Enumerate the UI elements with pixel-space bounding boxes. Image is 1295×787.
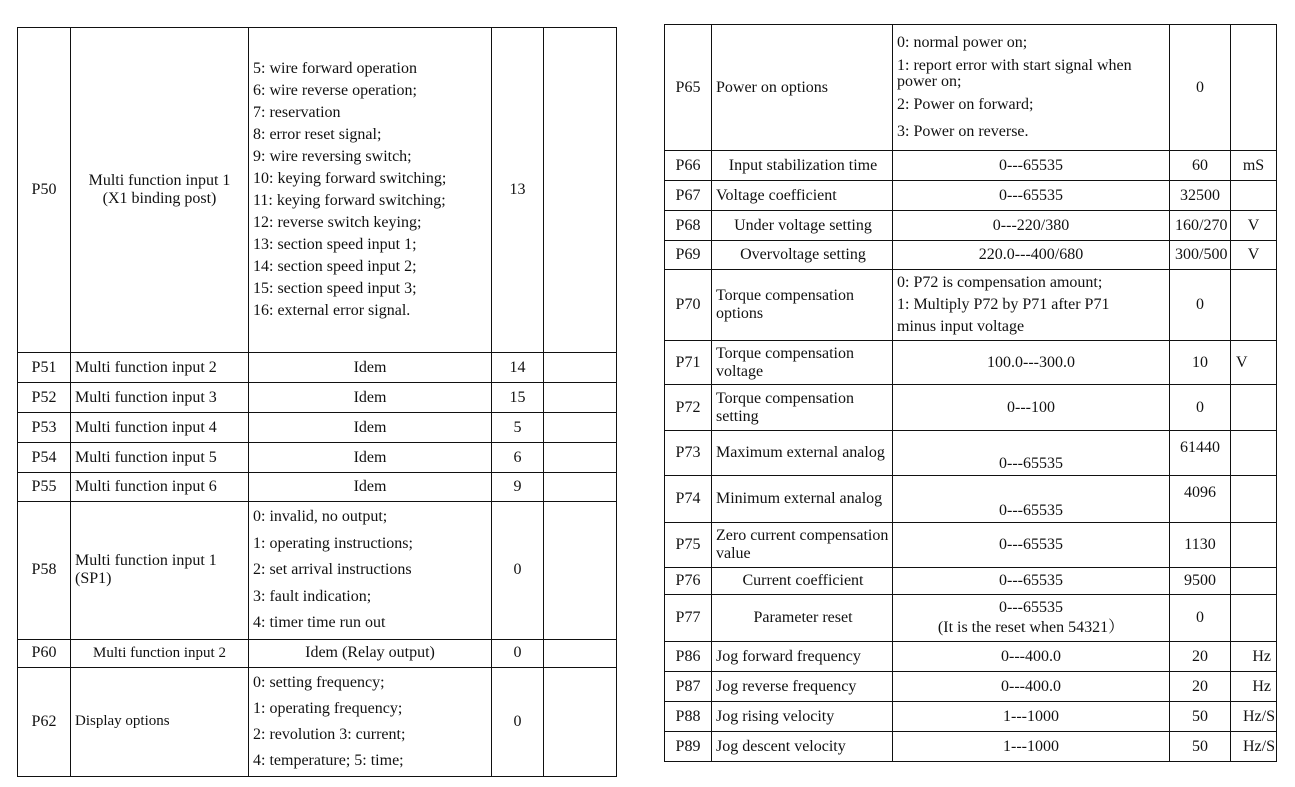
table-row [665, 523, 1277, 568]
param-code: P62 [18, 667, 71, 776]
param-code: P55 [18, 473, 71, 502]
param-name: Torque compensation voltage [712, 341, 893, 385]
param-name: Jog forward frequency [712, 642, 893, 672]
param-code: P77 [665, 595, 712, 642]
table-row [665, 241, 1277, 270]
param-default: 5 [492, 413, 544, 443]
param-unit [544, 502, 617, 640]
param-range: 1---1000 [893, 732, 1170, 762]
param-name: Input stabilization time [712, 151, 893, 181]
param-code: P75 [665, 523, 712, 568]
param-default: 0 [492, 667, 544, 776]
param-default: 9 [492, 473, 544, 502]
param-code: P70 [665, 270, 712, 341]
param-default: 32500 [1170, 181, 1231, 211]
parameter-table-left [17, 27, 617, 777]
param-name: Jog reverse frequency [712, 672, 893, 702]
option-line: 14: section speed input 2; [253, 258, 417, 275]
option-line: 1: operating frequency; [253, 699, 403, 717]
option-line: 0---65535 [999, 599, 1063, 616]
param-unit [1231, 270, 1277, 341]
param-default: 50 [1170, 732, 1231, 762]
param-name: Voltage coefficient [712, 181, 893, 211]
table-row [665, 385, 1277, 431]
param-default: 0 [1170, 595, 1231, 642]
param-range: 0---400.0 [893, 642, 1170, 672]
param-range [893, 595, 1170, 642]
param-default: 0 [1170, 270, 1231, 341]
param-name: Torque compensation setting [712, 385, 893, 431]
param-default: 0 [492, 639, 544, 667]
param-default: 50 [1170, 702, 1231, 732]
option-line: 1: report error with start signal when power on; [897, 57, 1132, 91]
option-line: 2: Power on forward; [897, 96, 1034, 114]
param-code: P65 [665, 25, 712, 151]
table-row [18, 639, 617, 667]
table-row [18, 473, 617, 502]
param-unit: Hz [1231, 642, 1277, 672]
param-range: 0---65535 [893, 476, 1170, 523]
option-line: (It is the reset when 54321） [937, 619, 1125, 636]
table-row [665, 181, 1277, 211]
param-default: 300/500 [1170, 241, 1231, 270]
param-range: 0---400.0 [893, 672, 1170, 702]
param-code: P58 [18, 502, 71, 640]
param-unit: V [1231, 241, 1277, 270]
param-code: P67 [665, 181, 712, 211]
param-name: Jog rising velocity [712, 702, 893, 732]
table-row [665, 476, 1277, 523]
table-row [665, 341, 1277, 385]
param-range: 0---220/380 [893, 211, 1170, 241]
table-row [665, 642, 1277, 672]
option-line: 6: wire reverse operation; [253, 82, 417, 99]
param-range [249, 667, 492, 776]
param-default: 20 [1170, 642, 1231, 672]
param-name: Multi function input 1 (X1 binding post) [71, 28, 249, 353]
param-range [249, 28, 492, 353]
param-default: 20 [1170, 672, 1231, 702]
param-code: P74 [665, 476, 712, 523]
param-range: Idem [249, 473, 492, 502]
param-name: Multi function input 2 [71, 353, 249, 383]
param-unit [544, 443, 617, 473]
option-line: 5: wire forward operation [253, 60, 417, 77]
param-code: P68 [665, 211, 712, 241]
param-name: Multi function input 1 (SP1) [71, 502, 249, 640]
param-default: 1130 [1170, 523, 1231, 568]
option-line: 10: keying forward switching; [253, 170, 447, 187]
table-row [665, 211, 1277, 241]
table-row [18, 443, 617, 473]
param-default: 13 [492, 28, 544, 353]
param-range: 220.0---400/680 [893, 241, 1170, 270]
table-row [665, 270, 1277, 341]
option-line: 12: reverse switch keying; [253, 214, 422, 231]
option-line: 0: setting frequency; [253, 673, 385, 691]
param-name: Power on options [712, 25, 893, 151]
param-code: P89 [665, 732, 712, 762]
option-line: 7: reservation [253, 104, 341, 121]
param-code: P69 [665, 241, 712, 270]
param-unit [1231, 385, 1277, 431]
table-row [18, 413, 617, 443]
table-row [665, 672, 1277, 702]
param-unit: Hz [1231, 672, 1277, 702]
param-range: Idem (Relay output) [249, 639, 492, 667]
option-line: 4: timer time run out [253, 614, 386, 631]
param-code: P76 [665, 568, 712, 595]
table-row [665, 702, 1277, 732]
param-unit [544, 28, 617, 353]
option-line: 2: set arrival instructions [253, 561, 412, 578]
param-range: Idem [249, 413, 492, 443]
table-row [665, 595, 1277, 642]
param-range: 0---65535 [893, 523, 1170, 568]
option-line: 1: operating instructions; [253, 534, 413, 552]
param-name: Multi function input 5 [71, 443, 249, 473]
param-default: 15 [492, 383, 544, 413]
param-range: Idem [249, 383, 492, 413]
option-line: 13: section speed input 1; [253, 236, 417, 253]
param-unit [1231, 523, 1277, 568]
param-code: P54 [18, 443, 71, 473]
table-row [18, 667, 617, 776]
param-default: 10 [1170, 341, 1231, 385]
param-code: P53 [18, 413, 71, 443]
option-line: 4: temperature; 5: time; [253, 751, 404, 769]
param-unit [1231, 568, 1277, 595]
option-line: 0: normal power on; [897, 33, 1028, 51]
param-range: Idem [249, 353, 492, 383]
param-code: P88 [665, 702, 712, 732]
option-line: 0: invalid, no output; [253, 508, 388, 525]
option-line: 3: fault indication; [253, 587, 372, 605]
param-name: Display options [71, 667, 249, 776]
param-unit [544, 383, 617, 413]
param-range: 100.0---300.0 [893, 341, 1170, 385]
param-name: Zero current compensation value [712, 523, 893, 568]
param-unit [544, 639, 617, 667]
option-line: 1: Multiply P72 by P71 after P71 [897, 296, 1110, 313]
param-unit [544, 353, 617, 383]
param-default: 0 [1170, 385, 1231, 431]
param-default: 14 [492, 353, 544, 383]
param-unit [544, 473, 617, 502]
param-unit [1231, 476, 1277, 523]
param-range [893, 270, 1170, 341]
param-code: P87 [665, 672, 712, 702]
param-code: P86 [665, 642, 712, 672]
param-range: 0---65535 [893, 568, 1170, 595]
option-line: 9: wire reversing switch; [253, 148, 412, 165]
param-default: 9500 [1170, 568, 1231, 595]
option-line: 16: external error signal. [253, 302, 411, 319]
option-line: 2: revolution 3: current; [253, 725, 406, 743]
param-unit [1231, 595, 1277, 642]
option-line: 3: Power on reverse. [897, 122, 1029, 140]
param-unit: Hz/S [1231, 732, 1277, 762]
param-unit: V [1231, 211, 1277, 241]
param-code: P51 [18, 353, 71, 383]
param-unit [1231, 181, 1277, 211]
option-line: 0: P72 is compensation amount; [897, 274, 1103, 291]
param-unit [544, 667, 617, 776]
param-range: 0---100 [893, 385, 1170, 431]
param-default: 160/270 [1170, 211, 1231, 241]
table-row [18, 383, 617, 413]
param-code: P71 [665, 341, 712, 385]
param-name: Torque compensation options [712, 270, 893, 341]
param-unit [544, 413, 617, 443]
param-unit [1231, 431, 1277, 476]
param-code: P60 [18, 639, 71, 667]
param-range: 0---65535 [893, 151, 1170, 181]
param-default: 0 [492, 502, 544, 640]
table-row [665, 151, 1277, 181]
param-name: Maximum external analog [712, 431, 893, 476]
param-unit: V [1231, 341, 1277, 385]
param-name: Multi function input 6 [71, 473, 249, 502]
param-default: 0 [1170, 25, 1231, 151]
param-unit [1231, 25, 1277, 151]
table-row [665, 568, 1277, 595]
param-name: Parameter reset [712, 595, 893, 642]
param-code: P73 [665, 431, 712, 476]
param-range: 0---65535 [893, 431, 1170, 476]
table-row [665, 431, 1277, 476]
option-line: 8: error reset signal; [253, 126, 382, 143]
param-range [249, 502, 492, 640]
param-unit: Hz/S [1231, 702, 1277, 732]
param-range [893, 25, 1170, 151]
param-name: Current coefficient [712, 568, 893, 595]
param-name: Jog descent velocity [712, 732, 893, 762]
param-range: 1---1000 [893, 702, 1170, 732]
table-row [18, 353, 617, 383]
option-line: minus input voltage [897, 318, 1025, 335]
option-line: 15: section speed input 3; [253, 280, 417, 297]
param-code: P72 [665, 385, 712, 431]
param-range: Idem [249, 443, 492, 473]
param-name: Multi function input 2 [71, 639, 249, 667]
option-line: 11: keying forward switching; [253, 192, 446, 209]
param-name: Minimum external analog [712, 476, 893, 523]
table-row [665, 25, 1277, 151]
param-name: Multi function input 4 [71, 413, 249, 443]
param-unit: mS [1231, 151, 1277, 181]
param-default: 60 [1170, 151, 1231, 181]
param-range: 0---65535 [893, 181, 1170, 211]
table-row [18, 28, 617, 353]
param-default: 6 [492, 443, 544, 473]
param-code: P66 [665, 151, 712, 181]
param-name: Multi function input 3 [71, 383, 249, 413]
parameter-table-right [664, 24, 1277, 762]
param-code: P52 [18, 383, 71, 413]
param-default: 61440 [1170, 431, 1231, 476]
param-name: Under voltage setting [712, 211, 893, 241]
table-row [665, 732, 1277, 762]
table-row [18, 502, 617, 640]
param-code: P50 [18, 28, 71, 353]
param-name: Overvoltage setting [712, 241, 893, 270]
param-default: 4096 [1170, 476, 1231, 523]
